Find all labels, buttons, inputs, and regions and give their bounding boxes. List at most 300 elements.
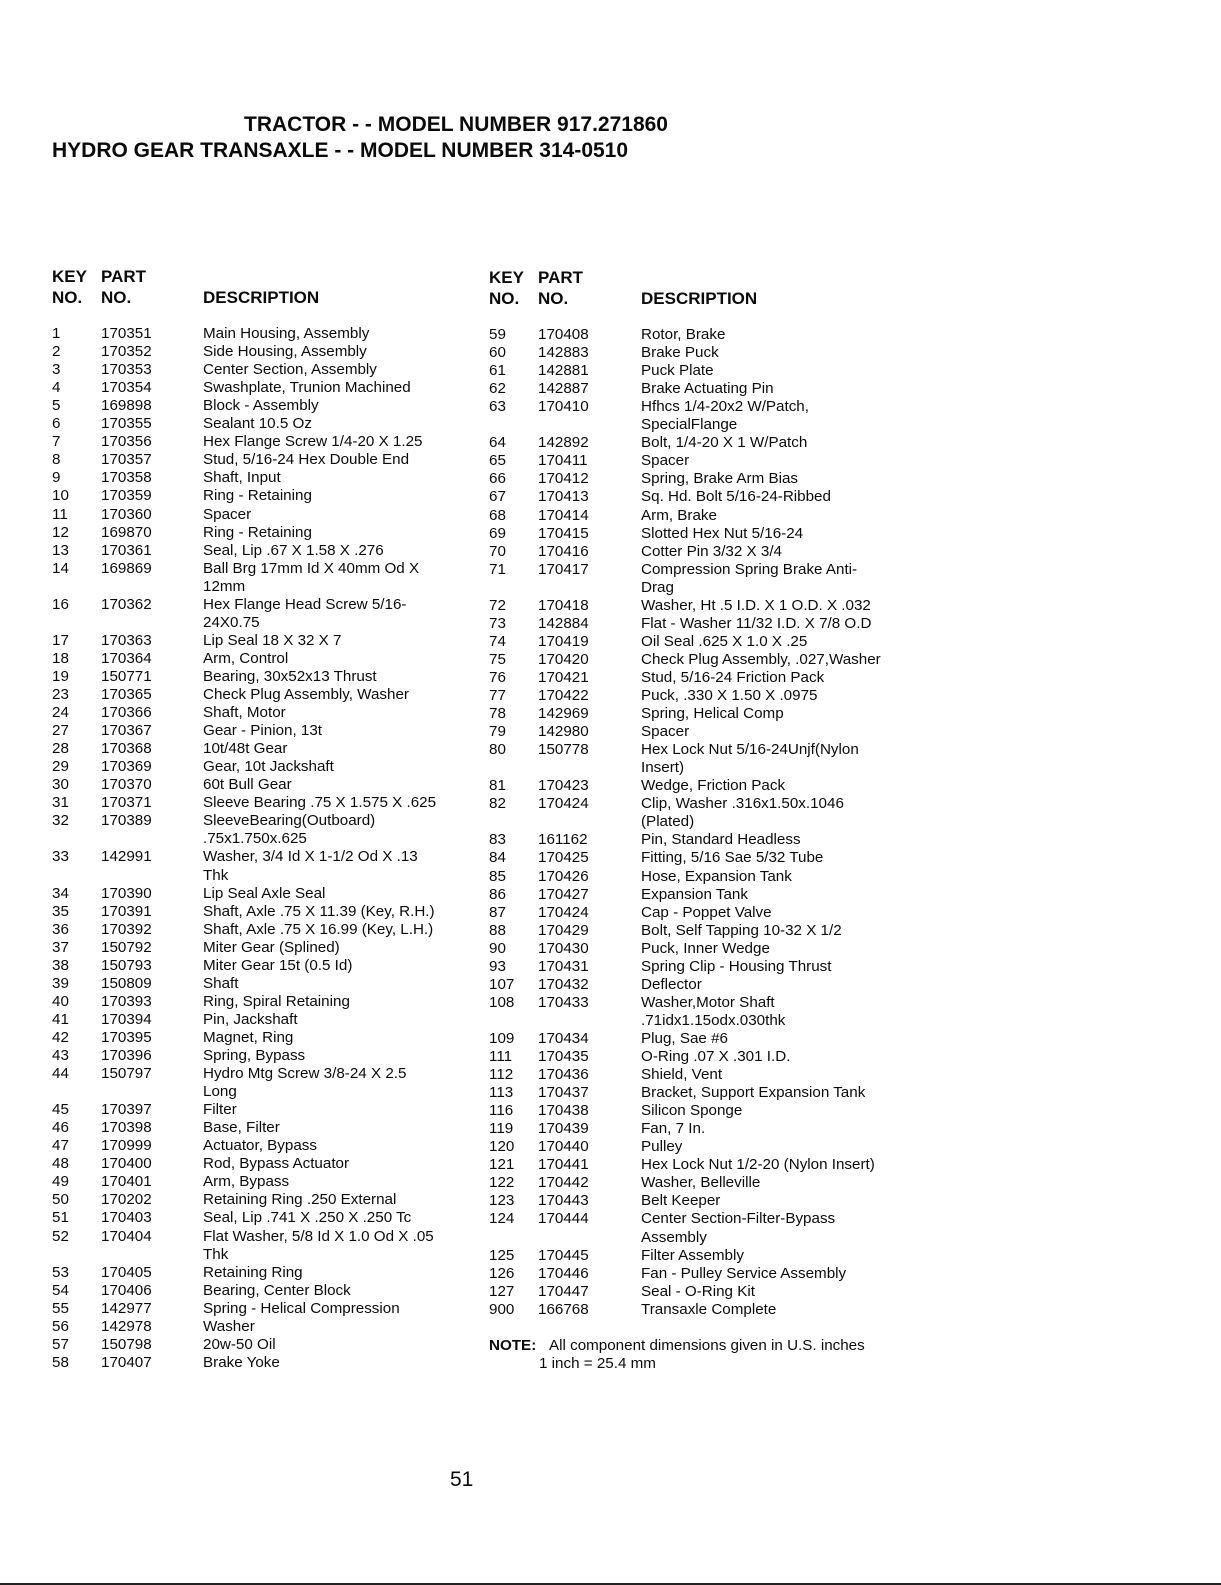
- description-cell: Compression Spring Brake Anti-: [641, 560, 858, 578]
- key-no-cell: 57: [52, 1335, 69, 1353]
- part-no-cell: 150793: [101, 956, 152, 974]
- part-no-cell: 170366: [101, 704, 152, 722]
- part-no-cell: 170424: [538, 903, 589, 921]
- table-row: [0, 1102, 1221, 1120]
- description-cell: Sealant 10.5 Oz: [203, 415, 312, 433]
- table-row: [0, 886, 1221, 904]
- description-cell: Ring - Retaining: [203, 523, 312, 541]
- key-no-cell: 78: [489, 705, 506, 723]
- part-no-cell: 142977: [101, 1299, 152, 1317]
- description-cell: .75x1.750x.625: [203, 830, 307, 848]
- key-no-cell: 12: [52, 523, 69, 541]
- key-no-cell: 32: [52, 812, 69, 830]
- key-no-cell: 47: [52, 1137, 69, 1155]
- key-no-cell: 113: [489, 1084, 514, 1102]
- description-cell: Block - Assembly: [203, 397, 319, 415]
- description-cell: Puck, .330 X 1.50 X .0975: [641, 687, 818, 704]
- key-no-cell: 27: [52, 722, 69, 740]
- right-part-header-1: PART: [538, 268, 584, 287]
- description-cell: Brake Puck: [641, 344, 719, 362]
- part-no-cell: 170359: [101, 487, 152, 505]
- part-no-cell: 150771: [101, 667, 152, 685]
- part-no-cell: 170365: [101, 686, 152, 703]
- description-cell: (Plated): [641, 813, 695, 831]
- table-row: [0, 831, 1221, 849]
- description-cell: 10t/48t Gear: [203, 740, 288, 758]
- part-no-cell: 170426: [538, 867, 589, 885]
- description-cell: Pulley: [641, 1138, 683, 1156]
- key-no-cell: 72: [489, 596, 506, 614]
- description-cell: Stud, 5/16-24 Hex Double End: [203, 451, 410, 469]
- table-row: [0, 488, 1221, 506]
- key-no-cell: 1: [52, 325, 61, 342]
- description-cell: Hex Flange Head Screw 5/16-: [203, 595, 407, 613]
- key-no-cell: 124: [489, 1210, 515, 1228]
- table-row: [0, 1265, 1221, 1283]
- description-cell: Shaft, Axle .75 X 11.39 (Key, R.H.): [203, 902, 435, 920]
- table-row: [0, 344, 1221, 362]
- part-no-cell: 170393: [101, 992, 152, 1010]
- description-cell: Check Plug Assembly, .027,Washer: [641, 650, 881, 668]
- left-part-header-2: NO.: [101, 288, 132, 307]
- description-cell: Shaft, Axle .75 X 16.99 (Key, L.H.): [203, 920, 434, 938]
- part-no-cell: 169870: [101, 523, 152, 541]
- table-row: [0, 452, 1221, 470]
- part-no-cell: 170422: [538, 687, 589, 704]
- part-no-cell: 169869: [101, 559, 152, 577]
- description-cell: Washer, Belleville: [641, 1174, 761, 1192]
- description-cell: Washer: [203, 1317, 255, 1335]
- description-cell: Hex Lock Nut 1/2-20 (Nylon Insert): [641, 1156, 875, 1174]
- table-row: [0, 759, 1221, 777]
- description-cell: Retaining Ring .250 External: [203, 1191, 397, 1209]
- description-cell: Brake Yoke: [203, 1353, 280, 1371]
- description-cell: Drag: [641, 578, 674, 596]
- part-no-cell: 170427: [538, 885, 589, 903]
- left-key-header-2: NO.: [52, 288, 83, 307]
- key-no-cell: 900: [489, 1300, 515, 1318]
- part-no-cell: 170352: [101, 343, 152, 361]
- table-row: [0, 380, 1221, 398]
- part-no-cell: 170356: [101, 433, 152, 451]
- key-no-cell: 6: [52, 415, 61, 433]
- table-row: [0, 525, 1221, 543]
- description-cell: Plug, Sae #6: [641, 1029, 728, 1047]
- key-no-cell: 11: [52, 505, 68, 523]
- part-no-cell: 170414: [538, 506, 589, 524]
- table-row: [0, 994, 1221, 1012]
- key-no-cell: 2: [52, 343, 61, 361]
- key-no-cell: 93: [489, 957, 506, 975]
- key-no-cell: 116: [489, 1102, 514, 1120]
- key-no-cell: 44: [52, 1065, 69, 1083]
- table-row: [0, 579, 1221, 597]
- key-no-cell: 75: [489, 650, 506, 668]
- table-row: [0, 669, 1221, 687]
- key-no-cell: 58: [52, 1353, 69, 1371]
- description-cell: Arm, Brake: [641, 506, 717, 524]
- key-no-cell: 65: [489, 452, 506, 470]
- description-cell: Hose, Expansion Tank: [641, 867, 792, 885]
- part-no-cell: 170353: [101, 361, 152, 379]
- key-no-cell: 74: [489, 632, 506, 650]
- key-no-cell: 83: [489, 831, 506, 849]
- key-no-cell: 81: [489, 777, 506, 795]
- part-no-cell: 170442: [538, 1174, 589, 1192]
- key-no-cell: 17: [52, 631, 69, 649]
- key-no-cell: 40: [52, 992, 69, 1010]
- table-row: [0, 1247, 1221, 1265]
- key-no-cell: 18: [52, 649, 69, 667]
- description-cell: Seal, Lip .67 X 1.58 X .276: [203, 541, 384, 559]
- description-cell: Washer, Ht .5 I.D. X 1 O.D. X .032: [641, 596, 871, 614]
- key-no-cell: 88: [489, 921, 506, 939]
- description-cell: Rotor, Brake: [641, 326, 726, 343]
- right-part-header-2: NO.: [538, 289, 569, 308]
- part-no-cell: 150778: [538, 741, 589, 759]
- key-no-cell: 36: [52, 920, 69, 938]
- left-description-header: DESCRIPTION: [203, 288, 320, 307]
- description-cell: Check Plug Assembly, Washer: [203, 686, 409, 703]
- key-no-cell: 64: [489, 434, 506, 452]
- key-no-cell: 10: [52, 487, 69, 505]
- key-no-cell: 108: [489, 993, 515, 1011]
- part-no-cell: 170999: [101, 1137, 152, 1155]
- part-no-cell: 170431: [538, 957, 589, 975]
- description-cell: Arm, Bypass: [203, 1173, 290, 1191]
- description-cell: Ring, Spiral Retaining: [203, 992, 350, 1010]
- description-cell: Washer,Motor Shaft: [641, 993, 775, 1011]
- part-no-cell: 170371: [101, 794, 152, 812]
- left-part-header-1: PART: [101, 267, 147, 286]
- description-cell: Arm, Control: [203, 649, 289, 667]
- table-row: [0, 849, 1221, 867]
- part-no-cell: 161162: [538, 831, 588, 849]
- description-cell: Belt Keeper: [641, 1192, 721, 1210]
- description-cell: Spacer: [641, 452, 690, 470]
- part-no-cell: 170434: [538, 1029, 589, 1047]
- table-row: [0, 1229, 1221, 1247]
- part-no-cell: 170447: [538, 1282, 589, 1300]
- part-no-cell: 170368: [101, 740, 152, 758]
- part-no-cell: 142980: [538, 723, 589, 741]
- part-no-cell: 170445: [538, 1246, 589, 1264]
- table-row: [0, 326, 1221, 344]
- part-no-cell: 142892: [538, 434, 589, 452]
- table-row: [0, 543, 1221, 561]
- description-cell: Expansion Tank: [641, 885, 748, 903]
- key-no-cell: 59: [489, 326, 506, 343]
- key-no-cell: 33: [52, 848, 69, 866]
- right-key-header-2: NO.: [489, 289, 520, 308]
- part-no-cell: 170405: [101, 1263, 152, 1281]
- part-no-cell: 170433: [538, 993, 589, 1011]
- part-no-cell: 150809: [101, 974, 152, 992]
- description-cell: Base, Filter: [203, 1119, 280, 1137]
- table-row: [0, 615, 1221, 633]
- key-no-cell: 71: [489, 560, 506, 578]
- part-no-cell: 170357: [101, 451, 152, 469]
- table-row: [0, 434, 1221, 452]
- part-no-cell: 142991: [101, 848, 152, 866]
- description-cell: Hex Flange Screw 1/4-20 X 1.25: [203, 433, 423, 451]
- description-cell: Shield, Vent: [641, 1066, 723, 1084]
- part-no-cell: 170363: [101, 631, 152, 649]
- key-no-cell: 24: [52, 704, 69, 722]
- note-conversion: 1 inch = 25.4 mm: [539, 1355, 656, 1372]
- description-cell: .71idx1.15odx.030thk: [641, 1011, 786, 1029]
- table-row: [0, 1210, 1221, 1228]
- part-no-cell: 150797: [101, 1065, 152, 1083]
- part-no-cell: 170370: [101, 776, 152, 794]
- part-no-cell: 170438: [538, 1102, 589, 1120]
- table-row: [0, 940, 1221, 958]
- part-no-cell: 150798: [101, 1335, 152, 1353]
- table-row: [0, 398, 1221, 416]
- table-row: [0, 1174, 1221, 1192]
- table-row: [0, 1156, 1221, 1174]
- description-cell: Bracket, Support Expansion Tank: [641, 1084, 866, 1102]
- part-no-cell: 142978: [101, 1317, 152, 1335]
- key-no-cell: 46: [52, 1119, 69, 1137]
- part-no-cell: 142887: [538, 380, 589, 398]
- key-no-cell: 125: [489, 1246, 515, 1264]
- key-no-cell: 4: [52, 379, 61, 397]
- key-no-cell: 61: [489, 362, 506, 380]
- key-no-cell: 122: [489, 1174, 515, 1192]
- description-cell: Puck, Inner Wedge: [641, 939, 770, 957]
- table-row: [0, 922, 1221, 940]
- part-no-cell: 170424: [538, 795, 589, 813]
- description-cell: Fan - Pulley Service Assembly: [641, 1264, 847, 1282]
- description-cell: Sleeve Bearing .75 X 1.575 X .625: [203, 794, 437, 812]
- description-cell: Spacer: [641, 723, 690, 741]
- key-no-cell: 52: [52, 1227, 69, 1245]
- part-no-cell: 170415: [538, 524, 589, 542]
- description-cell: Sq. Hd. Bolt 5/16-24-Ribbed: [641, 488, 831, 506]
- note-text: All component dimensions given in U.S. inches: [549, 1337, 865, 1354]
- table-row: [0, 1138, 1221, 1156]
- table-row: [0, 362, 1221, 380]
- description-cell: SleeveBearing(Outboard): [203, 812, 376, 830]
- part-no-cell: 170361: [101, 541, 152, 559]
- description-cell: Flat - Washer 11/32 I.D. X 7/8 O.D: [641, 614, 872, 632]
- description-cell: 60t Bull Gear: [203, 776, 292, 794]
- key-no-cell: 127: [489, 1282, 515, 1300]
- part-no-cell: 170413: [538, 488, 589, 506]
- part-no-cell: 170394: [101, 1010, 152, 1028]
- table-row: [0, 1120, 1221, 1138]
- description-cell: Oil Seal .625 X 1.0 X .25: [641, 632, 808, 650]
- description-cell: Seal - O-Ring Kit: [641, 1282, 755, 1300]
- key-no-cell: 80: [489, 741, 506, 759]
- table-row: [0, 633, 1221, 651]
- description-cell: Wedge, Friction Pack: [641, 777, 786, 795]
- part-no-cell: 169898: [101, 397, 152, 415]
- table-row: [0, 1192, 1221, 1210]
- description-cell: Spring Clip - Housing Thrust: [641, 957, 832, 975]
- key-no-cell: 84: [489, 849, 506, 867]
- part-no-cell: 170423: [538, 777, 589, 795]
- description-cell: Insert): [641, 759, 685, 777]
- key-no-cell: 120: [489, 1138, 515, 1156]
- part-no-cell: 170202: [101, 1191, 152, 1209]
- description-cell: Thk: [203, 1245, 229, 1263]
- table-row: [0, 813, 1221, 831]
- part-no-cell: 170412: [538, 470, 589, 488]
- description-cell: Spacer: [203, 505, 252, 523]
- part-no-cell: 170403: [101, 1209, 152, 1227]
- key-no-cell: 54: [52, 1281, 69, 1299]
- part-no-cell: 170437: [538, 1084, 589, 1102]
- key-no-cell: 23: [52, 686, 69, 703]
- table-row: [0, 1301, 1221, 1319]
- table-row: [0, 741, 1221, 759]
- part-no-cell: 170406: [101, 1281, 152, 1299]
- description-cell: Deflector: [641, 975, 702, 993]
- description-cell: Gear, 10t Jackshaft: [203, 758, 334, 776]
- description-cell: Pin, Standard Headless: [641, 831, 801, 849]
- key-no-cell: 63: [489, 398, 506, 416]
- table-row: [0, 507, 1221, 525]
- description-cell: Spring, Brake Arm Bias: [641, 470, 798, 488]
- key-no-cell: 42: [52, 1028, 69, 1046]
- description-cell: Ring - Retaining: [203, 487, 312, 505]
- part-no-cell: 170425: [538, 849, 589, 867]
- part-no-cell: 170435: [538, 1048, 589, 1065]
- table-row: [0, 470, 1221, 488]
- key-no-cell: 29: [52, 758, 69, 776]
- description-cell: Shaft, Motor: [203, 704, 286, 722]
- description-cell: Cap - Poppet Valve: [641, 903, 772, 921]
- part-no-cell: 170391: [101, 902, 152, 920]
- part-no-cell: 170418: [538, 596, 589, 614]
- description-cell: Bearing, 30x52x13 Thrust: [203, 667, 377, 685]
- key-no-cell: 69: [489, 524, 506, 542]
- key-no-cell: 87: [489, 903, 506, 921]
- description-cell: Bearing, Center Block: [203, 1281, 351, 1299]
- key-no-cell: 76: [489, 668, 506, 686]
- part-no-cell: 170397: [101, 1101, 152, 1119]
- description-cell: Hydro Mtg Screw 3/8-24 X 2.5: [203, 1065, 407, 1083]
- part-no-cell: 170395: [101, 1028, 152, 1046]
- part-no-cell: 170429: [538, 921, 589, 939]
- key-no-cell: 86: [489, 885, 506, 903]
- table-row: [0, 904, 1221, 922]
- key-no-cell: 3: [52, 361, 61, 379]
- key-no-cell: 70: [489, 542, 506, 560]
- description-cell: Clip, Washer .316x1.50x.1046: [641, 795, 844, 813]
- part-no-cell: 170446: [538, 1264, 589, 1282]
- part-no-cell: 170355: [101, 415, 152, 433]
- key-no-cell: 49: [52, 1173, 69, 1191]
- key-no-cell: 34: [52, 884, 69, 902]
- part-no-cell: 170436: [538, 1066, 589, 1084]
- part-no-cell: 170410: [538, 398, 589, 416]
- part-no-cell: 170443: [538, 1192, 589, 1210]
- description-cell: Rod, Bypass Actuator: [203, 1155, 350, 1173]
- key-no-cell: 85: [489, 867, 506, 885]
- left-key-header-1: KEY: [52, 267, 87, 286]
- table-row: [0, 1318, 1221, 1336]
- description-cell: 20w-50 Oil: [203, 1335, 276, 1353]
- key-no-cell: 123: [489, 1192, 515, 1210]
- part-no-cell: 170416: [538, 542, 589, 560]
- key-no-cell: 112: [489, 1066, 514, 1084]
- key-no-cell: 37: [52, 938, 69, 956]
- description-cell: Fitting, 5/16 Sae 5/32 Tube: [641, 849, 824, 867]
- table-row: [0, 687, 1221, 705]
- key-no-cell: 13: [52, 541, 69, 559]
- description-cell: Slotted Hex Nut 5/16-24: [641, 524, 804, 542]
- part-no-cell: 170360: [101, 505, 152, 523]
- description-cell: Bolt, Self Tapping 10-32 X 1/2: [641, 921, 842, 939]
- key-no-cell: 14: [52, 559, 69, 577]
- key-no-cell: 41: [52, 1010, 69, 1028]
- key-no-cell: 73: [489, 614, 506, 632]
- table-row: [0, 651, 1221, 669]
- table-row: [0, 416, 1221, 434]
- description-cell: Hfhcs 1/4-20x2 W/Patch,: [641, 398, 809, 416]
- part-no-cell: 142883: [538, 344, 589, 362]
- right-description-header: DESCRIPTION: [641, 289, 758, 308]
- key-no-cell: 19: [52, 667, 69, 685]
- description-cell: Side Housing, Assembly: [203, 343, 367, 361]
- table-row: [0, 723, 1221, 741]
- description-cell: 12mm: [203, 577, 246, 595]
- key-no-cell: 119: [489, 1120, 514, 1138]
- key-no-cell: 60: [489, 344, 506, 362]
- table-row: [0, 795, 1221, 813]
- key-no-cell: 109: [489, 1029, 515, 1047]
- description-cell: Miter Gear (Splined): [203, 938, 340, 956]
- key-no-cell: 90: [489, 939, 506, 957]
- part-no-cell: 170408: [538, 326, 589, 343]
- key-no-cell: 16: [52, 595, 69, 613]
- part-no-cell: 170441: [538, 1156, 589, 1174]
- key-no-cell: 45: [52, 1101, 69, 1119]
- part-no-cell: 170432: [538, 975, 589, 993]
- description-cell: Magnet, Ring: [203, 1028, 294, 1046]
- description-cell: SpecialFlange: [641, 416, 738, 434]
- description-cell: Miter Gear 15t (0.5 Id): [203, 956, 353, 974]
- description-cell: Bolt, 1/4-20 X 1 W/Patch: [641, 434, 808, 452]
- key-no-cell: 51: [52, 1209, 69, 1227]
- description-cell: Puck Plate: [641, 362, 714, 380]
- table-row: [0, 958, 1221, 976]
- part-no-cell: 170354: [101, 379, 152, 397]
- key-no-cell: 66: [489, 470, 506, 488]
- part-no-cell: 142969: [538, 705, 589, 723]
- table-row: [0, 597, 1221, 615]
- table-row: [0, 976, 1221, 994]
- description-cell: Main Housing, Assembly: [203, 325, 370, 342]
- key-no-cell: 35: [52, 902, 69, 920]
- table-row: [0, 1066, 1221, 1084]
- key-no-cell: 67: [489, 488, 506, 506]
- description-cell: Retaining Ring: [203, 1263, 303, 1281]
- key-no-cell: 5: [52, 397, 61, 415]
- part-no-cell: 142884: [538, 614, 589, 632]
- key-no-cell: 55: [52, 1299, 69, 1317]
- part-no-cell: 170421: [538, 668, 589, 686]
- description-cell: Silicon Sponge: [641, 1102, 743, 1120]
- note-label: NOTE:: [489, 1337, 537, 1354]
- key-no-cell: 7: [52, 433, 61, 451]
- key-no-cell: 77: [489, 687, 506, 704]
- key-no-cell: 39: [52, 974, 69, 992]
- key-no-cell: 43: [52, 1047, 69, 1064]
